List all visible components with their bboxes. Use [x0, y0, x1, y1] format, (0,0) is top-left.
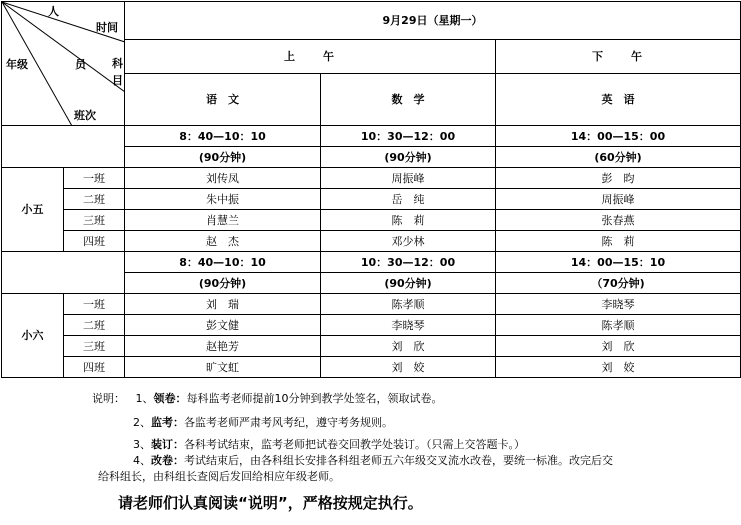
note-1 — [92, 390, 443, 406]
table-row — [2, 294, 741, 315]
proctor-math: 邓少林 — [321, 231, 496, 252]
note-4-number: 4、 — [133, 454, 151, 467]
class-label: 一班 — [64, 168, 125, 189]
note-3-number: 3、 — [133, 438, 151, 451]
grade5-duration-english: (60分钟) — [496, 147, 741, 168]
grade6-time-math: 10：30—12：00 — [321, 252, 496, 273]
proctor-chinese: 旷文虹 — [125, 357, 321, 378]
proctor-chinese: 赵艳芳 — [125, 336, 321, 357]
proctor-chinese: 肖慧兰 — [125, 210, 321, 231]
grade5-duration-chinese: (90分钟) — [125, 147, 321, 168]
proctor-math: 刘 欣 — [321, 336, 496, 357]
proctor-english: 刘 姣 — [496, 357, 741, 378]
proctor-english: 周振峰 — [496, 189, 741, 210]
morning-header: 上 午 — [125, 40, 496, 74]
table-row — [2, 231, 741, 252]
proctor-english: 陈孝顺 — [496, 315, 741, 336]
note-3 — [133, 436, 525, 452]
note-3-text: 各科考试结束，监考老师把试卷交回教学处装订。（只需上交答题卡。） — [184, 438, 525, 451]
note-2-text: 各监考老师严肃考风考纪，遵守考务规则。 — [184, 416, 393, 429]
grade5-time-english: 14：00—15：00 — [496, 126, 741, 147]
grade5-time-chinese: 8：40—10：10 — [125, 126, 321, 147]
proctor-math: 李晓琴 — [321, 315, 496, 336]
note-4-text: 考试结束后，由各科组长安排各科组老师五六年级交叉流水改卷，要统一标准。改完后交 — [184, 454, 613, 467]
note-2-key: 监考： — [151, 416, 184, 429]
proctor-english: 刘 欣 — [496, 336, 741, 357]
grade5-time-spacer — [2, 126, 125, 168]
proctor-math: 刘 姣 — [321, 357, 496, 378]
note-2 — [133, 414, 393, 430]
proctor-math: 岳 纯 — [321, 189, 496, 210]
proctor-chinese: 刘传凤 — [125, 168, 321, 189]
proctor-chinese: 刘 瑞 — [125, 294, 321, 315]
class-label: 四班 — [64, 231, 125, 252]
table-row — [2, 357, 741, 378]
proctor-chinese: 彭文健 — [125, 315, 321, 336]
table-row — [2, 315, 741, 336]
corner-time-label: 时间 — [96, 21, 118, 34]
note-1-number: 1、 — [135, 392, 154, 405]
grade5-time-math: 10：30—12：00 — [321, 126, 496, 147]
proctor-math: 陈 莉 — [321, 210, 496, 231]
class-label: 一班 — [64, 294, 125, 315]
table-row — [2, 168, 741, 189]
afternoon-header: 下 午 — [496, 40, 741, 74]
note-4-key: 改卷： — [151, 454, 184, 467]
proctor-math: 周振峰 — [321, 168, 496, 189]
class-label: 二班 — [64, 315, 125, 336]
proctor-math: 陈孝顺 — [321, 294, 496, 315]
note-1-key: 领卷： — [153, 392, 187, 405]
class-label: 三班 — [64, 336, 125, 357]
proctor-english: 李晓琴 — [496, 294, 741, 315]
class-label: 三班 — [64, 210, 125, 231]
proctor-english: 张春燕 — [496, 210, 741, 231]
proctor-english: 陈 莉 — [496, 231, 741, 252]
subject-english: 英 语 — [496, 74, 741, 126]
grade6-duration-math: (90分钟) — [321, 273, 496, 294]
note-2-number: 2、 — [133, 416, 151, 429]
exam-schedule-table — [1, 1, 741, 378]
corner-class-label: 班次 — [74, 109, 96, 122]
proctor-english: 彭 昀 — [496, 168, 741, 189]
grade6-time-english: 14：00—15：10 — [496, 252, 741, 273]
table-row — [2, 336, 741, 357]
corner-subject-label-1: 科 — [112, 57, 123, 70]
grade6-label: 小六 — [2, 294, 64, 378]
grade6-time-chinese: 8：40—10：10 — [125, 252, 321, 273]
class-label: 四班 — [64, 357, 125, 378]
note-4-continued: 给科组长，由科组长查阅后发回给相应年级老师。 — [98, 470, 340, 483]
table-row — [2, 189, 741, 210]
grade6-duration-english: （70分钟) — [496, 273, 741, 294]
footer-instruction: 请老师们认真阅读“说明”，严格按规定执行。 — [118, 494, 423, 512]
corner-subject-label-2: 目 — [112, 74, 123, 87]
notes-prefix: 说明： — [92, 392, 125, 405]
exam-date: 9月29日（星期一） — [125, 2, 741, 40]
corner-header-cell — [2, 2, 125, 126]
note-1-text: 每科监考老师提前10分钟到教学处签名，领取试卷。 — [186, 392, 443, 405]
grade5-duration-math: (90分钟) — [321, 147, 496, 168]
grade6-duration-chinese: (90分钟) — [125, 273, 321, 294]
grade6-time-spacer — [2, 252, 125, 294]
table-row — [2, 210, 741, 231]
note-3-key: 装订： — [151, 438, 184, 451]
corner-grade-label: 年级 — [6, 58, 28, 71]
proctor-chinese: 朱中振 — [125, 189, 321, 210]
corner-person-label: 人 — [48, 5, 59, 18]
grade5-label: 小五 — [2, 168, 64, 252]
corner-staff-label: 员 — [75, 58, 86, 71]
class-label: 二班 — [64, 189, 125, 210]
subject-math: 数 学 — [321, 74, 496, 126]
proctor-chinese: 赵 杰 — [125, 231, 321, 252]
subject-chinese: 语 文 — [125, 74, 321, 126]
note-4 — [133, 452, 613, 468]
